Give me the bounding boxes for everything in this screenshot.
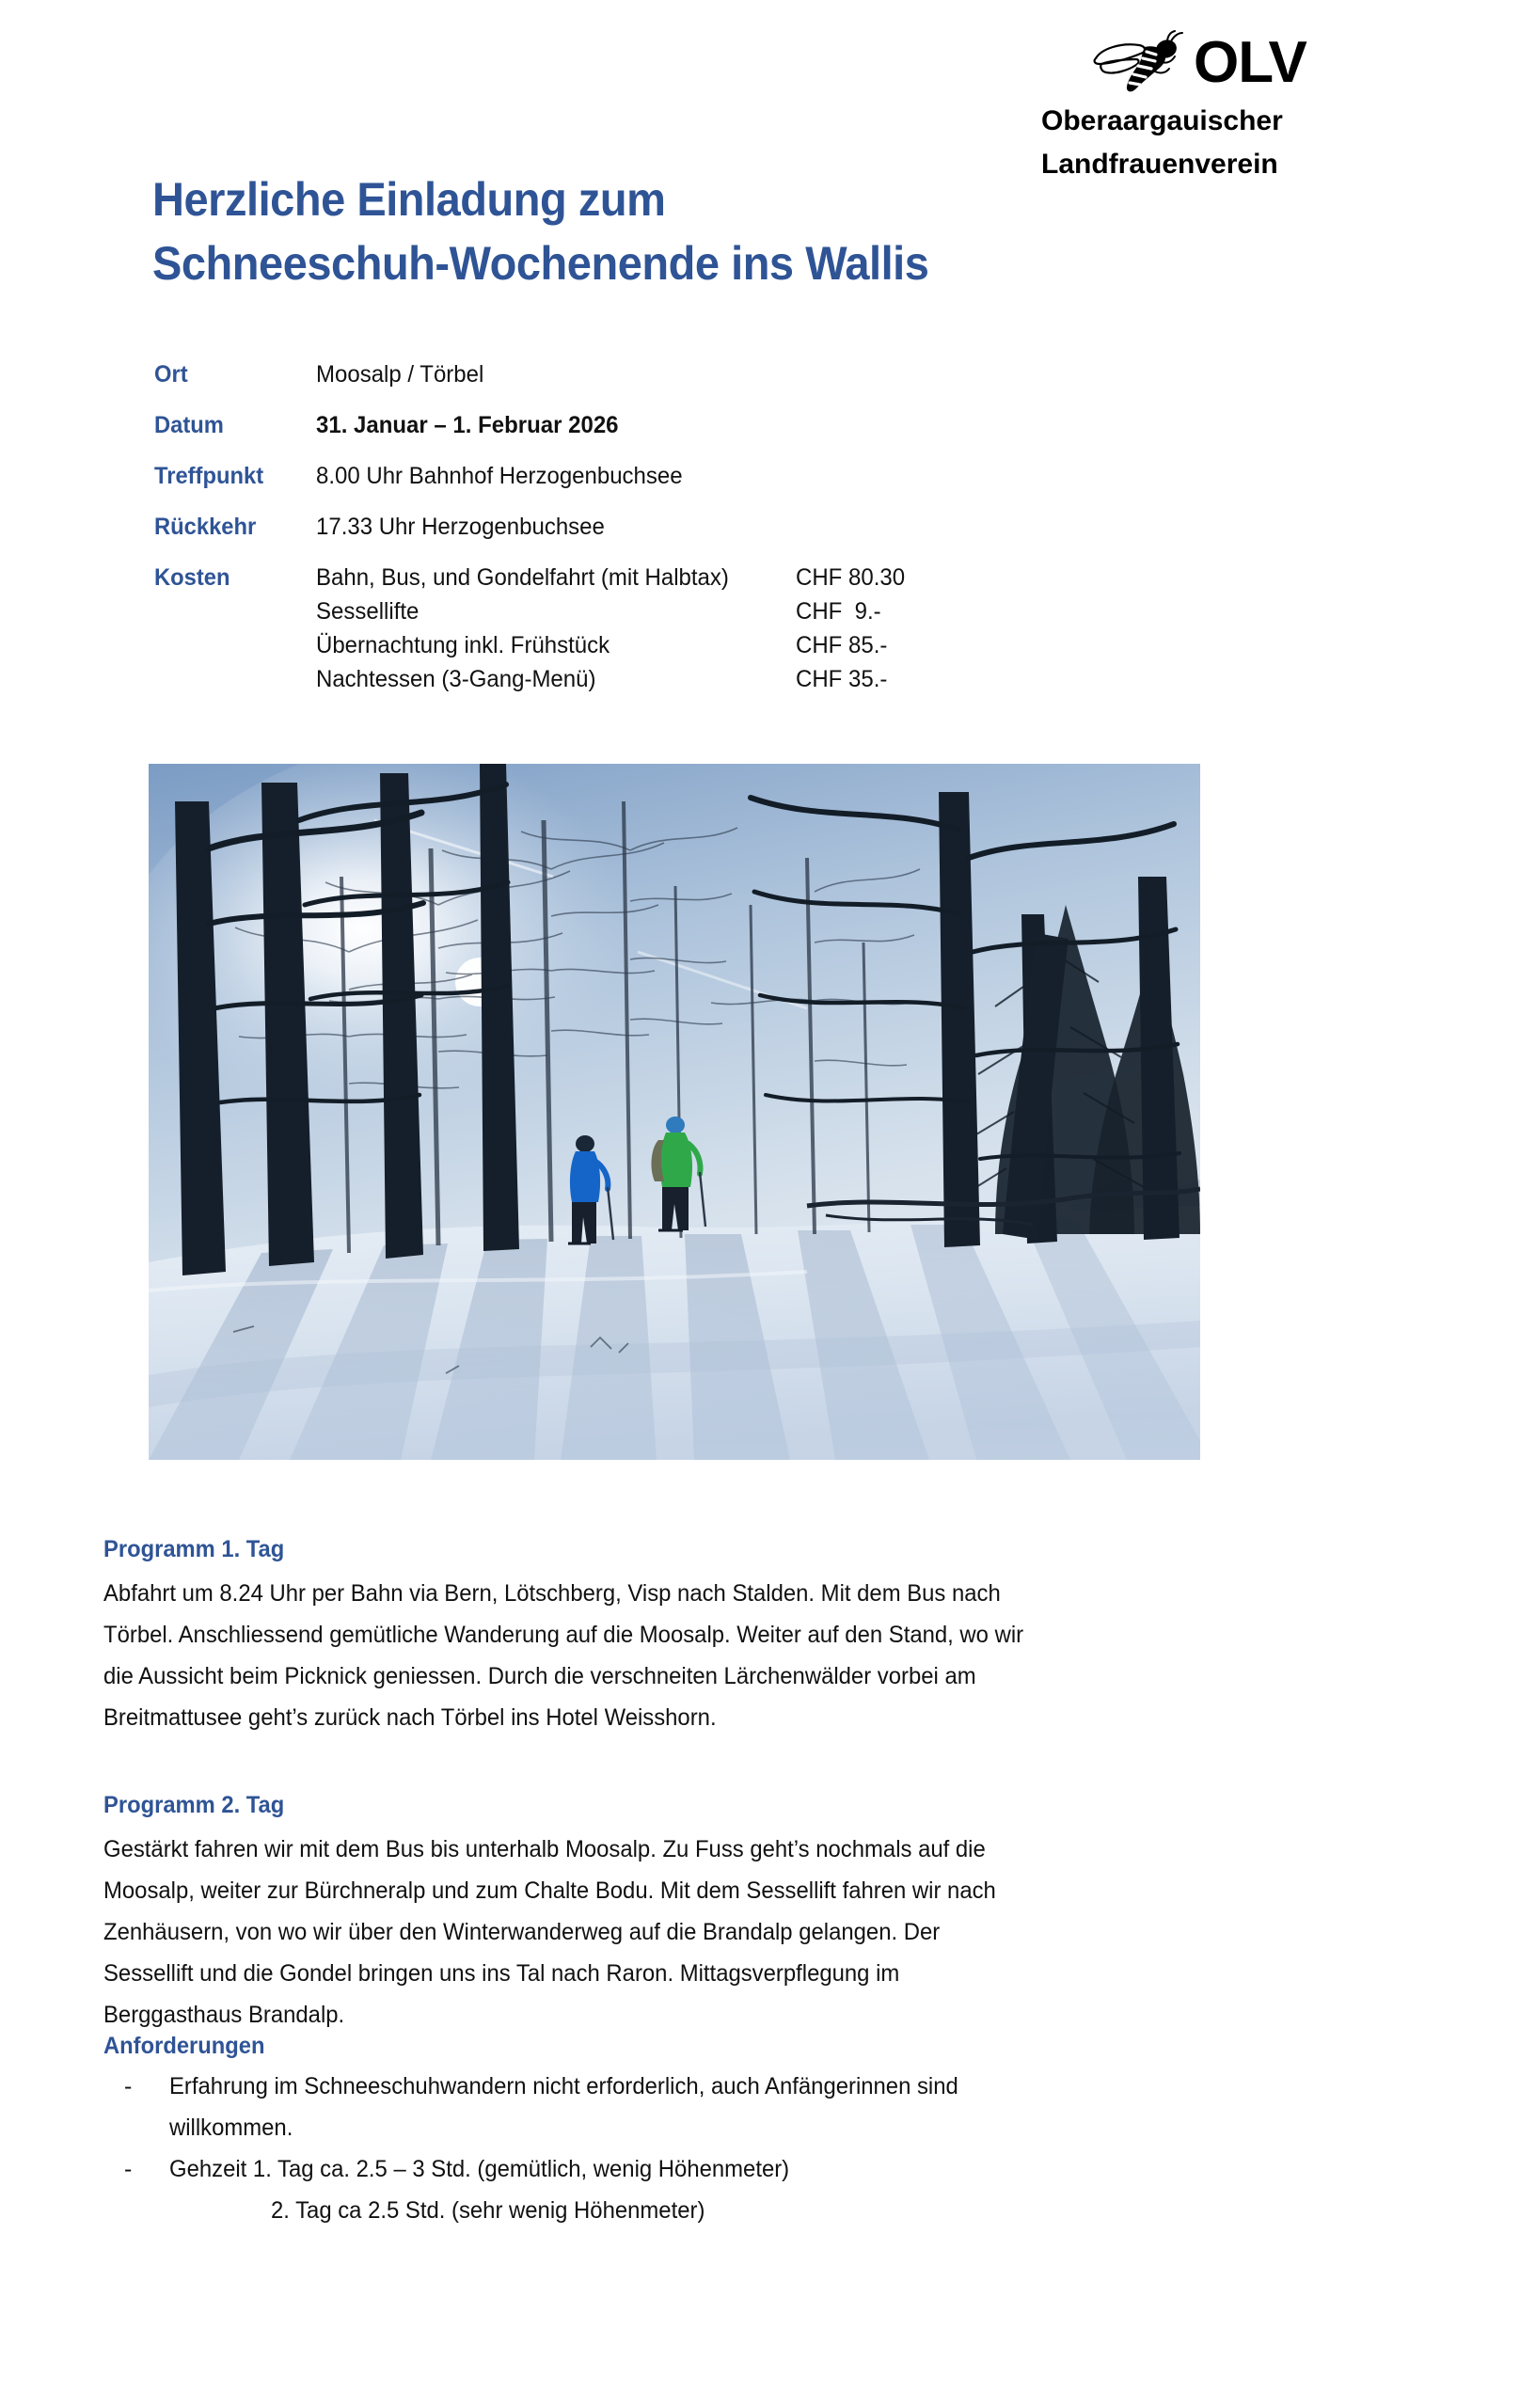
paragraph-line: die Aussicht beim Picknick geniessen. Durch die verschneiten Lärchenwälder vorbei am <box>103 1663 976 1689</box>
paragraph-line: Abfahrt um 8.24 Uhr per Bahn via Bern, Lötschberg, Visp nach Stalden. Mit dem Bus nach <box>103 1580 1001 1607</box>
paragraph-line: Moosalp, weiter zur Bürchneralp und zum Chalte Bodu. Mit dem Sessellift fahren wir nach <box>103 1877 996 1904</box>
bee-icon <box>1088 30 1192 96</box>
detail-label-datum: Datum <box>154 412 224 438</box>
bullet-dash: - <box>124 2073 133 2099</box>
paragraph-line: Sessellift und die Gondel bringen uns ins Tal nach Raron. Mittagsverpflegung im <box>103 1960 900 1987</box>
detail-label-treffpunkt: Treffpunkt <box>154 463 264 489</box>
page-title-line-1: Herzliche Einladung zum <box>152 173 666 226</box>
paragraph-line: Berggasthaus Brandalp. <box>103 2002 345 2028</box>
list-item-text <box>169 2148 1326 2190</box>
detail-row-rueckkehr <box>154 510 1339 544</box>
detail-label-kosten: Kosten <box>154 564 230 591</box>
event-details-table <box>154 357 1339 696</box>
kosten-item-amount: CHF 85.- <box>796 632 888 658</box>
heading-programm-1: Programm 1. Tag <box>103 1536 285 1562</box>
heading-anforderungen: Anforderungen <box>103 2033 265 2059</box>
detail-row-datum <box>154 408 1339 442</box>
detail-row-kosten <box>154 561 1339 696</box>
list-item <box>103 2066 1326 2148</box>
paragraph-programm-2 <box>103 1829 1260 2036</box>
detail-value-datum: 31. Januar – 1. Februar 2026 <box>316 412 619 438</box>
bullet-dash: - <box>124 2156 133 2182</box>
kosten-item <box>316 628 910 662</box>
kosten-item-description: Bahn, Bus, und Gondelfahrt (mit Halbtax) <box>316 564 729 591</box>
paragraph-line: Breitmattusee geht’s zurück nach Törbel ins Hotel Weisshorn. <box>103 1704 717 1731</box>
snowshoe-winter-forest-photo <box>149 764 1200 1460</box>
kosten-item-amount: CHF 80.30 <box>796 564 906 591</box>
paragraph-programm-1 <box>103 1573 1260 1738</box>
list-item <box>103 2148 1326 2190</box>
kosten-item <box>316 662 910 696</box>
organization-logo <box>1021 26 1453 186</box>
detail-label-rueckkehr: Rückkehr <box>154 514 257 540</box>
paragraph-line: Törbel. Anschliessend gemütliche Wanderung auf die Moosalp. Weiter auf den Stand, wo wir <box>103 1622 1024 1648</box>
list-item-sub-line: 2. Tag ca 2.5 Std. (sehr wenig Höhenmeter) <box>271 2197 705 2224</box>
paragraph-line: Zenhäusern, von wo wir über den Winterwanderweg auf die Brandalp gelangen. Der <box>103 1919 941 1945</box>
kosten-item-description: Sessellifte <box>316 598 420 625</box>
page-title <box>152 167 1213 295</box>
logo-acronym: OLV <box>1194 30 1306 95</box>
list-item-line: Gehzeit 1. Tag ca. 2.5 – 3 Std. (gemütlich, wenig Höhenmeter) <box>169 2156 790 2182</box>
detail-row-treffpunkt <box>154 459 1339 493</box>
logo-org-line-1: Oberaargauischer <box>1041 105 1283 136</box>
kosten-item <box>316 561 910 594</box>
list-item-line: Erfahrung im Schneeschuhwandern nicht erforderlich, auch Anfängerinnen sind <box>169 2073 958 2099</box>
paragraph-line: Gestärkt fahren wir mit dem Bus bis unterhalb Moosalp. Zu Fuss geht’s nochmals auf die <box>103 1836 986 1862</box>
heading-programm-2: Programm 2. Tag <box>103 1792 285 1818</box>
kosten-item-description: Nachtessen (3-Gang-Menü) <box>316 666 596 692</box>
logo-top-row <box>1021 26 1453 100</box>
kosten-item-description: Übernachtung inkl. Frühstück <box>316 632 610 658</box>
kosten-item <box>316 594 910 628</box>
list-item-text <box>169 2066 1326 2148</box>
detail-value-rueckkehr: 17.33 Uhr Herzogenbuchsee <box>316 514 605 540</box>
detail-row-ort <box>154 357 1339 391</box>
detail-label-ort: Ort <box>154 361 188 388</box>
kosten-item-amount: CHF 35.- <box>796 666 888 692</box>
kosten-list <box>316 561 910 696</box>
list-item-line: willkommen. <box>169 2115 293 2141</box>
anforderungen-list <box>103 2066 1326 2231</box>
page-title-line-2: Schneeschuh-Wochenende ins Wallis <box>152 237 929 290</box>
detail-value-ort: Moosalp / Törbel <box>316 361 484 388</box>
detail-value-treffpunkt: 8.00 Uhr Bahnhof Herzogenbuchsee <box>316 463 683 489</box>
kosten-item-amount: CHF 9.- <box>796 598 881 625</box>
logo-org-line-2: Landfrauenverein <box>1041 149 1278 180</box>
